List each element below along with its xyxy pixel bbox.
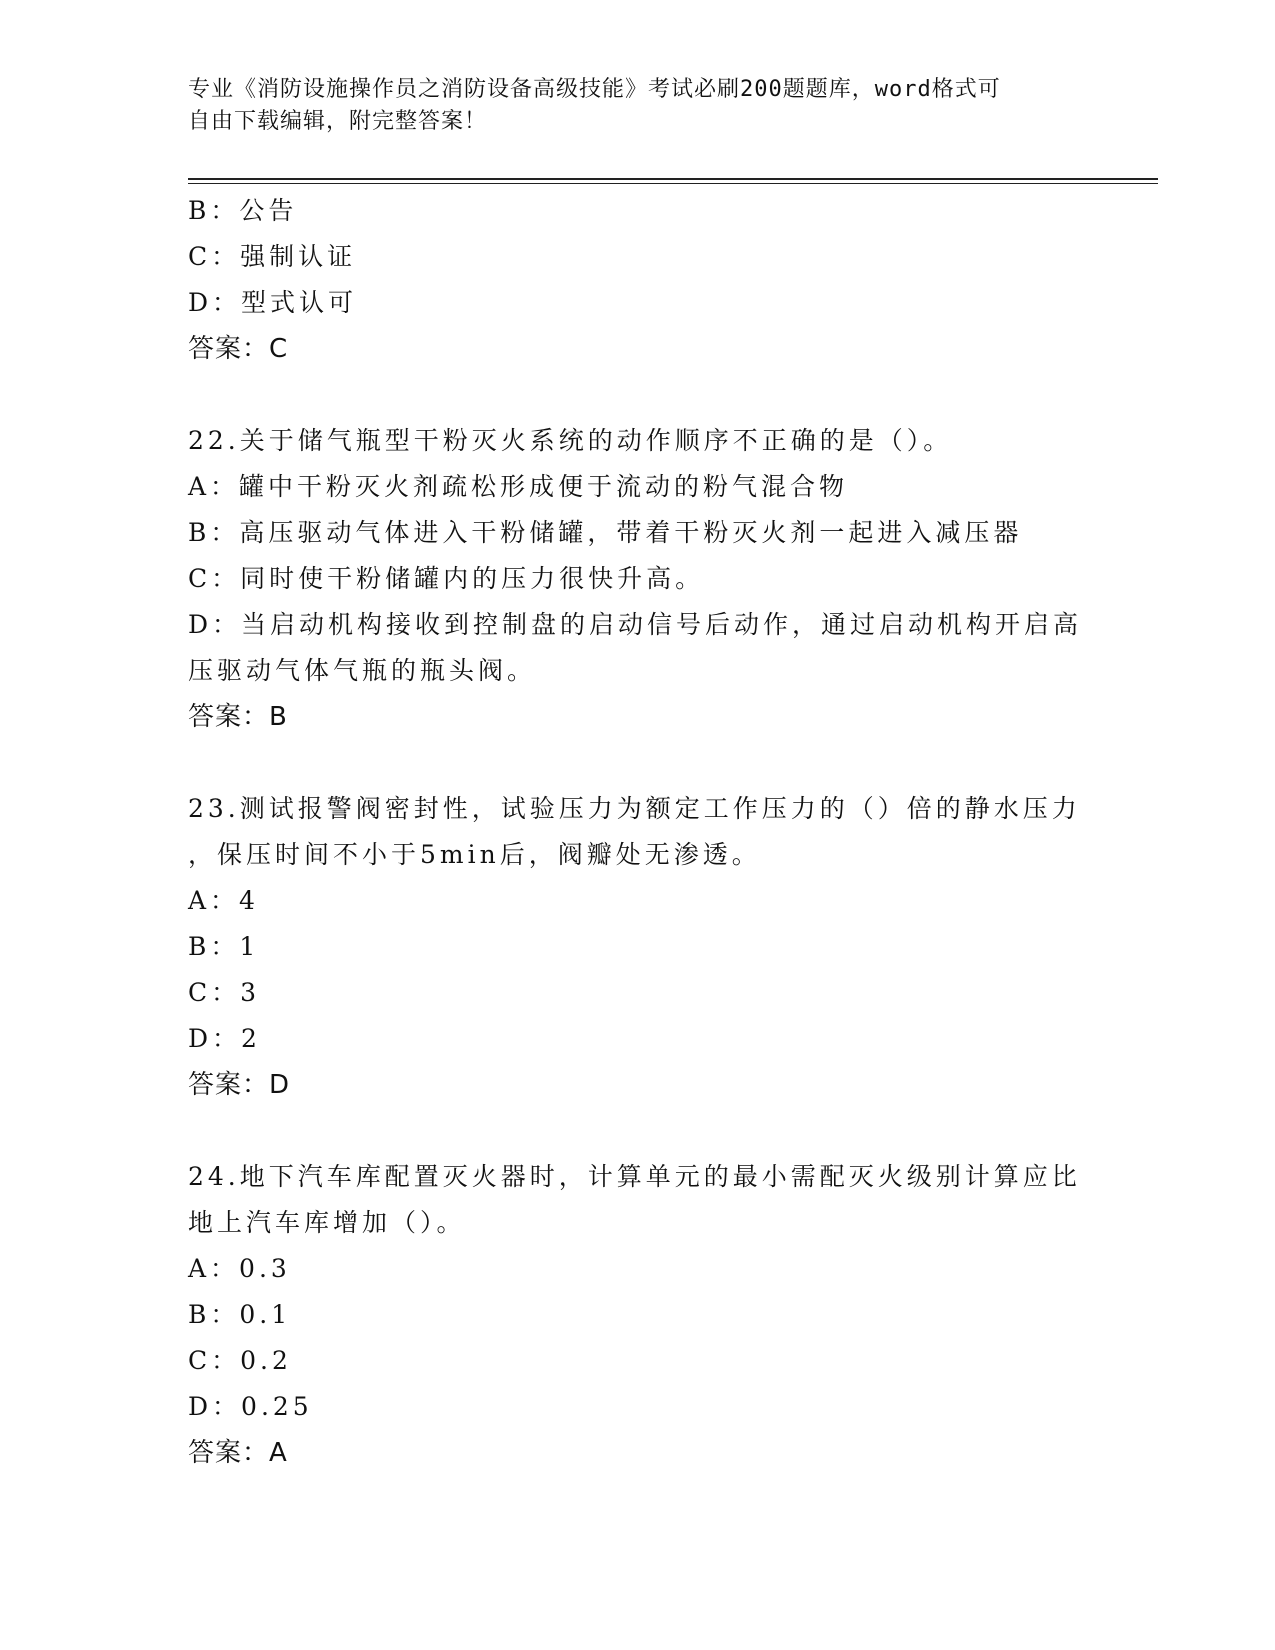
answer-line: 答案：A <box>188 1438 288 1468</box>
question-stem: 22.关于储气瓶型干粉灭火系统的动作顺序不正确的是（）。 <box>188 426 953 455</box>
option-b: B：0.1 <box>188 1300 292 1329</box>
spacer <box>188 740 1088 786</box>
option-b: B：高压驱动气体进入干粉储罐，带着干粉灭火剂一起进入减压器 <box>188 518 1023 547</box>
option-b: B：1 <box>188 932 260 961</box>
question-block-23 <box>188 786 1088 1108</box>
question-content <box>188 188 1088 1476</box>
option-a: A：0.3 <box>188 1254 291 1283</box>
question-block-24 <box>188 1154 1088 1476</box>
option-c: C：强制认证 <box>188 242 357 271</box>
option-a: A：罐中干粉灭火剂疏松形成便于流动的粉气混合物 <box>188 472 849 501</box>
answer-line: 答案：B <box>188 702 288 732</box>
option-c: C：0.2 <box>188 1346 292 1375</box>
question-block-21 <box>188 188 1088 372</box>
option-c: C：3 <box>188 978 261 1007</box>
option-d-continued: 压驱动气体气瓶的瓶头阀。 <box>188 656 537 685</box>
option-b: B：公告 <box>188 196 298 225</box>
option-c: C：同时使干粉储罐内的压力很快升高。 <box>188 564 705 593</box>
question-stem: 24.地下汽车库配置灭火器时，计算单元的最小需配灭火级别计算应比 <box>188 1162 1081 1191</box>
question-block-22 <box>188 418 1088 740</box>
spacer <box>188 1108 1088 1154</box>
spacer <box>188 372 1088 418</box>
header-line-1: 专业《消防设施操作员之消防设备高级技能》考试必刷200题题库，word格式可 <box>188 77 1001 102</box>
option-d: D：2 <box>188 1024 261 1053</box>
header-divider-thick <box>188 178 1158 180</box>
option-d: D：0.25 <box>188 1392 313 1421</box>
header-line-2: 自由下载编辑，附完整答案！ <box>188 109 488 134</box>
question-stem-continued: 地上汽车库增加（）。 <box>188 1208 466 1237</box>
option-d: D：当启动机构接收到控制盘的启动信号后动作，通过启动机构开启高 <box>188 610 1083 639</box>
question-stem-continued: ，保压时间不小于5min后，阀瓣处无渗透。 <box>188 840 761 869</box>
answer-line: 答案：C <box>188 334 289 364</box>
header-divider-thin <box>188 183 1158 184</box>
option-a: A：4 <box>188 886 259 915</box>
answer-line: 答案：D <box>188 1070 291 1100</box>
question-stem: 23.测试报警阀密封性，试验压力为额定工作压力的（）倍的静水压力 <box>188 794 1081 823</box>
option-d: D：型式认可 <box>188 288 358 317</box>
document-header <box>188 74 1068 138</box>
